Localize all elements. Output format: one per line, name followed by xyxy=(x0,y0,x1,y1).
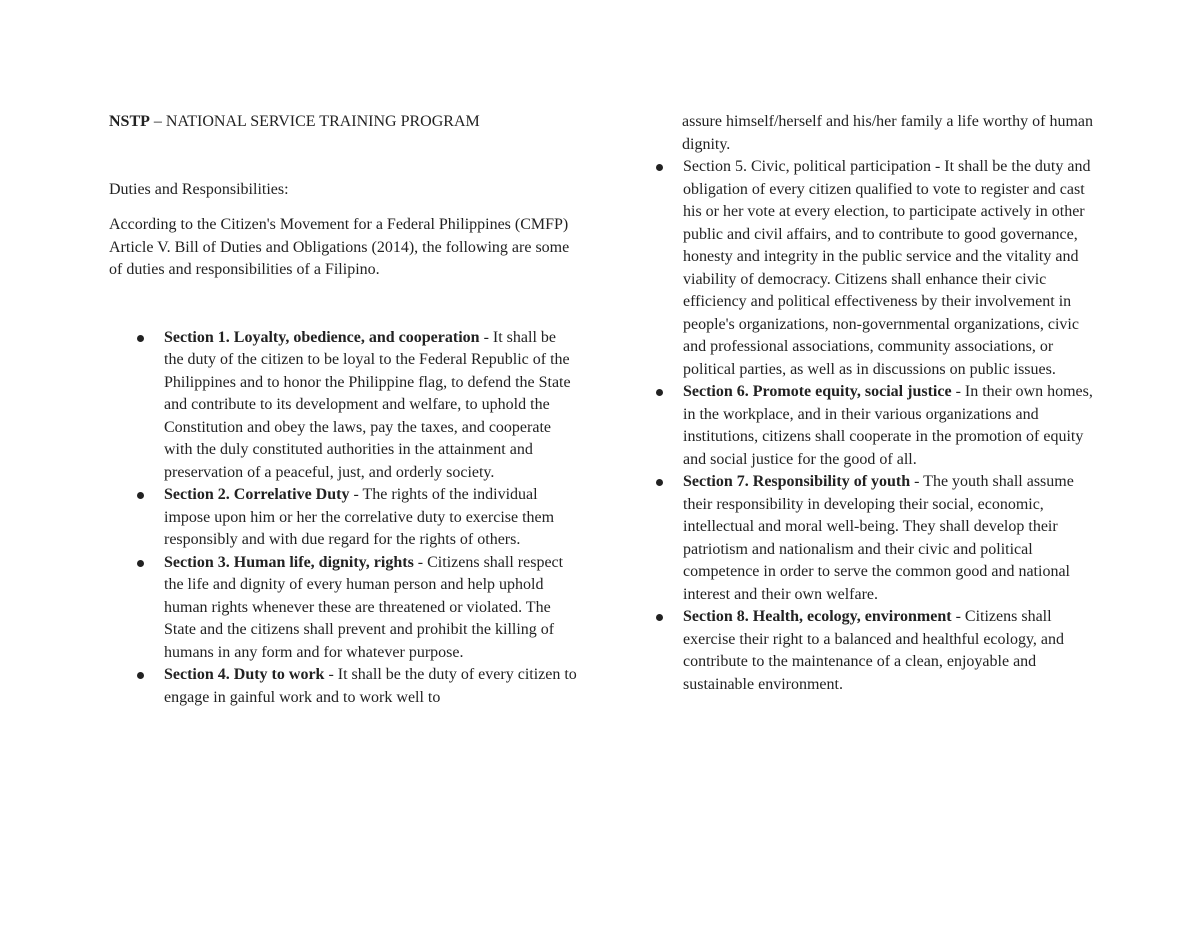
section-heading: Section 8. Health, ecology, environment xyxy=(683,608,952,625)
list-item-section-3 xyxy=(137,552,579,665)
subheading: Duties and Responsibilities: xyxy=(109,180,289,198)
sections-list-right xyxy=(656,156,1096,696)
right-column xyxy=(656,111,1096,696)
bullet-icon xyxy=(137,672,144,679)
section-heading: Section 4. Duty to work xyxy=(164,666,325,683)
title-acronym: NSTP xyxy=(109,113,150,130)
section-text: - The rights of the individual impose upon him or her the correlative duty to exercise them responsibly and with due regard for the rights of others. xyxy=(164,486,555,548)
section-heading: Section 2. Correlative Duty xyxy=(164,486,350,503)
section-text: - It shall be the duty of every citizen to engage in gainful work and to work well to xyxy=(164,666,577,706)
list-item-section-2 xyxy=(137,484,579,552)
section-text: - The youth shall assume their responsibility in developing their social, economic, intellectual and moral well-being. They shall develop their patriotism and nationalism and their civic and political competence in order to serve the common good and national interest and their own welfare. xyxy=(683,473,1074,603)
list-item-section-6 xyxy=(656,381,1096,471)
list-item-section-7 xyxy=(656,471,1096,606)
intro-paragraph: According to the Citizen's Movement for a Federal Philippines (CMFP) Article V. Bill of Duties and Obligations (2014), the following are some of duties and responsibilities of a Filipino. xyxy=(109,216,570,278)
bullet-icon xyxy=(137,492,144,499)
list-item-section-8 xyxy=(656,606,1096,696)
list-item-section-5 xyxy=(656,156,1096,381)
bullet-icon xyxy=(656,389,663,396)
left-column xyxy=(109,111,579,709)
page-title xyxy=(109,111,579,134)
section-heading: Section 1. Loyalty, obedience, and cooperation xyxy=(164,328,480,346)
section-text: - In their own homes, in the workplace, and in their various organizations and institutions, citizens shall cooperate in the promotion of equity and social justice for the good of all. xyxy=(683,383,1093,468)
section-heading: Section 7. Responsibility of youth xyxy=(683,473,911,490)
section-text: - It shall be the duty of the citizen to be loyal to the Federal Republic of the Philippines and to honor the Philippine flag, to defend the State and contribute to its development and welfare, to uphold the Constitution and obey the laws, pay the taxes, and cooperate with the duly constituted authorities in the attainment and preservation of a peaceful, just, and orderly society. xyxy=(164,328,571,481)
bullet-icon xyxy=(656,164,663,171)
sections-list-left xyxy=(137,327,579,710)
bullet-icon xyxy=(137,335,144,342)
bullet-icon xyxy=(656,479,663,486)
section-text: - Citizens shall respect the life and dignity of every human person and help uphold human rights whenever these are threatened or violated. The State and the citizens shall prevent and prohibit the killing of humans in any form and for whatever purpose. xyxy=(164,553,564,661)
list-item-section-4 xyxy=(137,664,579,709)
section-heading: Section 3. Human life, dignity, rights xyxy=(164,553,414,571)
bullet-icon xyxy=(137,560,144,567)
section-text: - Citizens shall exercise their right to a balanced and healthful ecology, and contribute to the maintenance of a clean, enjoyable and sustainable environment. xyxy=(683,608,1065,693)
section-text: Section 5. Civic, political participation - It shall be the duty and obligation of every citizen qualified to vote to register and cast his or her vote at every election, to participate actively in other public and civil affairs, and to contribute to good governance, honesty and integrity in the public service and the vitality and viability of democracy. Citizens shall enhance their civic efficiency and political effectiveness by their involvement in people's organizations, non-governmental organizations, civic and professional associations, community associations, or political parties, as well as in discussions on public issues. xyxy=(683,158,1091,378)
section-4-continuation: assure himself/herself and his/her family a life worthy of human dignity. xyxy=(682,113,1093,153)
bullet-icon xyxy=(656,614,663,621)
list-item-section-1 xyxy=(137,327,579,485)
section-heading: Section 6. Promote equity, social justice xyxy=(683,383,952,400)
title-text: – NATIONAL SERVICE TRAINING PROGRAM xyxy=(149,113,480,130)
